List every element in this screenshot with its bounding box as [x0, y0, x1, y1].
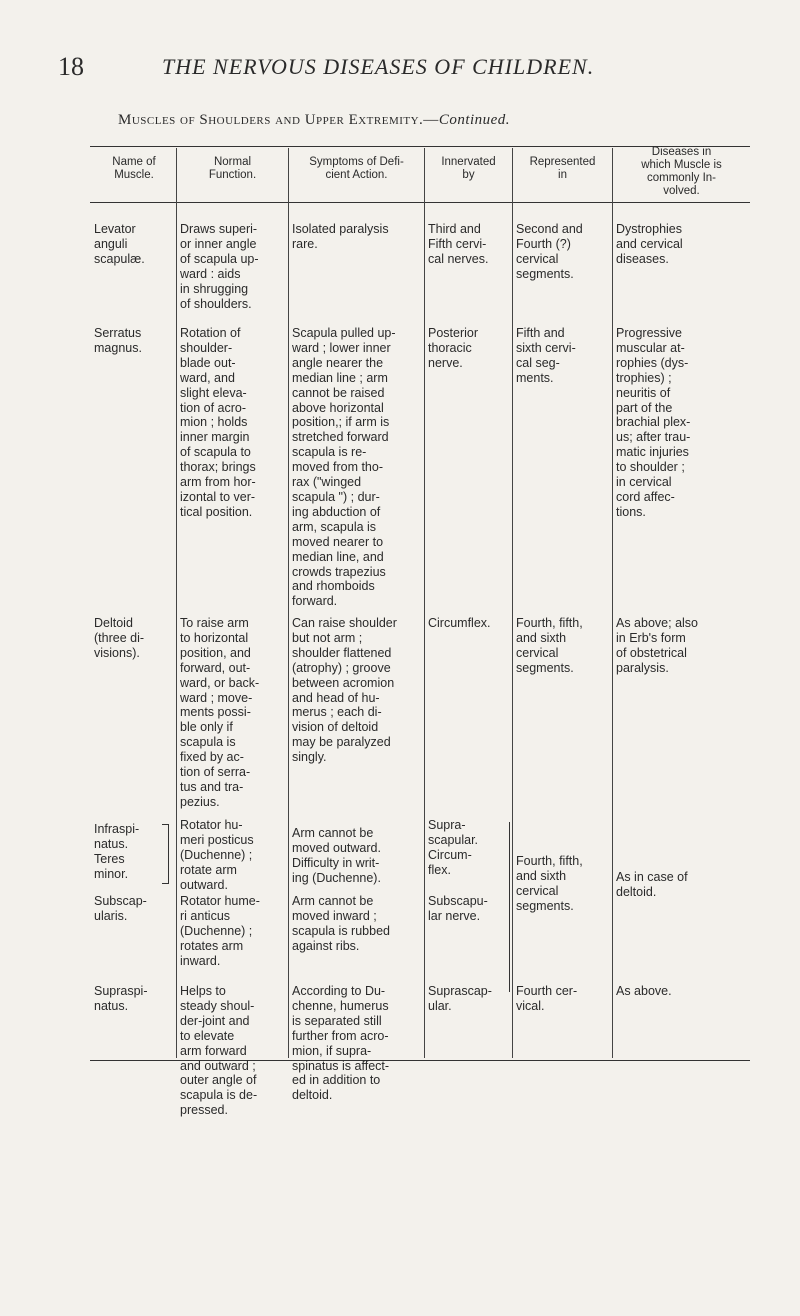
row-supraspinatus-represented: Fourth cer- vical.: [516, 984, 578, 1013]
row-subscapularis-innervated: Subscapu- lar nerve.: [428, 894, 488, 923]
column-header-muscle: Name of Muscle.: [112, 156, 156, 181]
row-deltoid-function: To raise arm to horizontal position, and forward, out- ward, or back- ward ; move- ments possi- ble only if scapula is fixed by ac- tion of serra- tus and tra- pezius.: [180, 616, 260, 809]
row-serratus-symptoms: Scapula pulled up- ward ; lower inner angle nearer the median line ; arm cannot be raised above horizontal position,; if arm is stretched forward scapula is re- moved from tho- rax ("winged scapula ") ; dur- ing abduction of arm, scapula is moved nearer to median line, and crowds trapezius and rhomboids forward.: [292, 326, 396, 609]
column-header-function: Normal Function.: [208, 156, 257, 181]
row-deltoid-name: Deltoid (three di- visions).: [94, 616, 145, 660]
table-title: [118, 112, 758, 129]
column-divider: [288, 148, 289, 1058]
row-deltoid-diseases: As above; also in Erb's form of obstetrical paralysis.: [616, 616, 698, 675]
row-supraspinatus-function: Helps to steady shoul- der-joint and to elevate arm forward and outward ; outer angle of scapula is de- pressed.: [180, 984, 258, 1118]
column-divider: [512, 148, 513, 1058]
row-serratus-diseases: Progressive muscular at- rophies (dys- trophies) ; neuritis of part of the brachial plex- us; after trau- matic injuries to shoulder ; in cervical cord affec- tions.: [616, 326, 691, 519]
page-number: 18: [58, 52, 84, 81]
row-deltoid-symptoms: Can raise shoulder but not arm ; shoulder flattened (atrophy) ; groove between acromion and head of hu- merus ; each di- vision of deltoid may be paralyzed singly.: [292, 616, 397, 765]
row-levator-diseases: Dystrophies and cervical diseases.: [616, 222, 683, 266]
row-infraspinatus-diseases: As in case of deltoid.: [616, 870, 688, 899]
row-infraspinatus-innervated: Supra- scapular. Circum- flex.: [428, 818, 479, 877]
row-levator-innervated: Third and Fifth cervi- cal nerves.: [428, 222, 489, 266]
brace: [162, 824, 169, 884]
row-infraspinatus-name: Infraspi- natus. Teres minor.: [94, 822, 140, 881]
column-header-diseases: Diseases in which Muscle is commonly In- volved.: [641, 146, 722, 197]
column-divider: [424, 148, 425, 1058]
column-header-represented: Represented in: [529, 156, 596, 181]
row-supraspinatus-symptoms: According to Du- chenne, humerus is separated still further from acro- mion, if supra- spinatus is affect- ed in addition to deltoid.: [292, 984, 390, 1103]
row-serratus-function: Rotation of shoulder- blade out- ward, and slight eleva- tion of acro- mion ; holds inner margin of scapula to thorax; brings arm from hor- izontal to ver- tical position.: [180, 326, 256, 519]
row-deltoid-represented: Fourth, fifth, and sixth cervical segments.: [516, 616, 583, 675]
row-supraspinatus-innervated: Suprascap- ular.: [428, 984, 492, 1013]
running-title: THE NERVOUS DISEASES OF CHILDREN.: [162, 54, 595, 79]
table-title-text: Muscles of Shoulders and Upper Extremity.—: [118, 112, 439, 128]
row-subscapularis-function: Rotator hume- ri anticus (Duchenne) ; rotates arm inward.: [180, 894, 260, 968]
row-levator-symptoms: Isolated paralysis rare.: [292, 222, 389, 251]
column-divider: [612, 148, 613, 1058]
brace: [505, 822, 510, 992]
row-supraspinatus-diseases: As above.: [616, 984, 672, 998]
row-serratus-name: Serratus magnus.: [94, 326, 142, 355]
row-deltoid-innervated: Circumflex.: [428, 616, 491, 630]
row-levator-function: Draws superi- or inner angle of scapula up- ward : aids in shrugging of shoulders.: [180, 222, 259, 311]
row-serratus-innervated: Posterior thoracic nerve.: [428, 326, 479, 370]
row-infraspinatus-represented: Fourth, fifth, and sixth cervical segments.: [516, 854, 583, 913]
header-rule: [90, 202, 750, 203]
row-supraspinatus-name: Supraspi- natus.: [94, 984, 148, 1013]
row-levator-represented: Second and Fourth (?) cervical segments.: [516, 222, 583, 281]
page-header: [58, 52, 758, 82]
row-levator-name: Levator anguli scapulæ.: [94, 222, 145, 266]
row-subscapularis-name: Subscap- ularis.: [94, 894, 147, 923]
column-header-symptoms: Symptoms of Defi- cient Action.: [309, 156, 404, 181]
row-serratus-represented: Fifth and sixth cervi- cal seg- ments.: [516, 326, 576, 385]
column-divider: [176, 148, 177, 1058]
row-infraspinatus-symptoms: Arm cannot be moved outward. Difficulty in writ- ing (Duchenne).: [292, 826, 381, 885]
row-subscapularis-symptoms: Arm cannot be moved inward ; scapula is rubbed against ribs.: [292, 894, 390, 953]
row-infraspinatus-function: Rotator hu- meri posticus (Duchenne) ; rotate arm outward.: [180, 818, 254, 892]
column-header-innervated: Innervated by: [441, 156, 496, 181]
table-title-continued: Continued.: [438, 112, 511, 128]
